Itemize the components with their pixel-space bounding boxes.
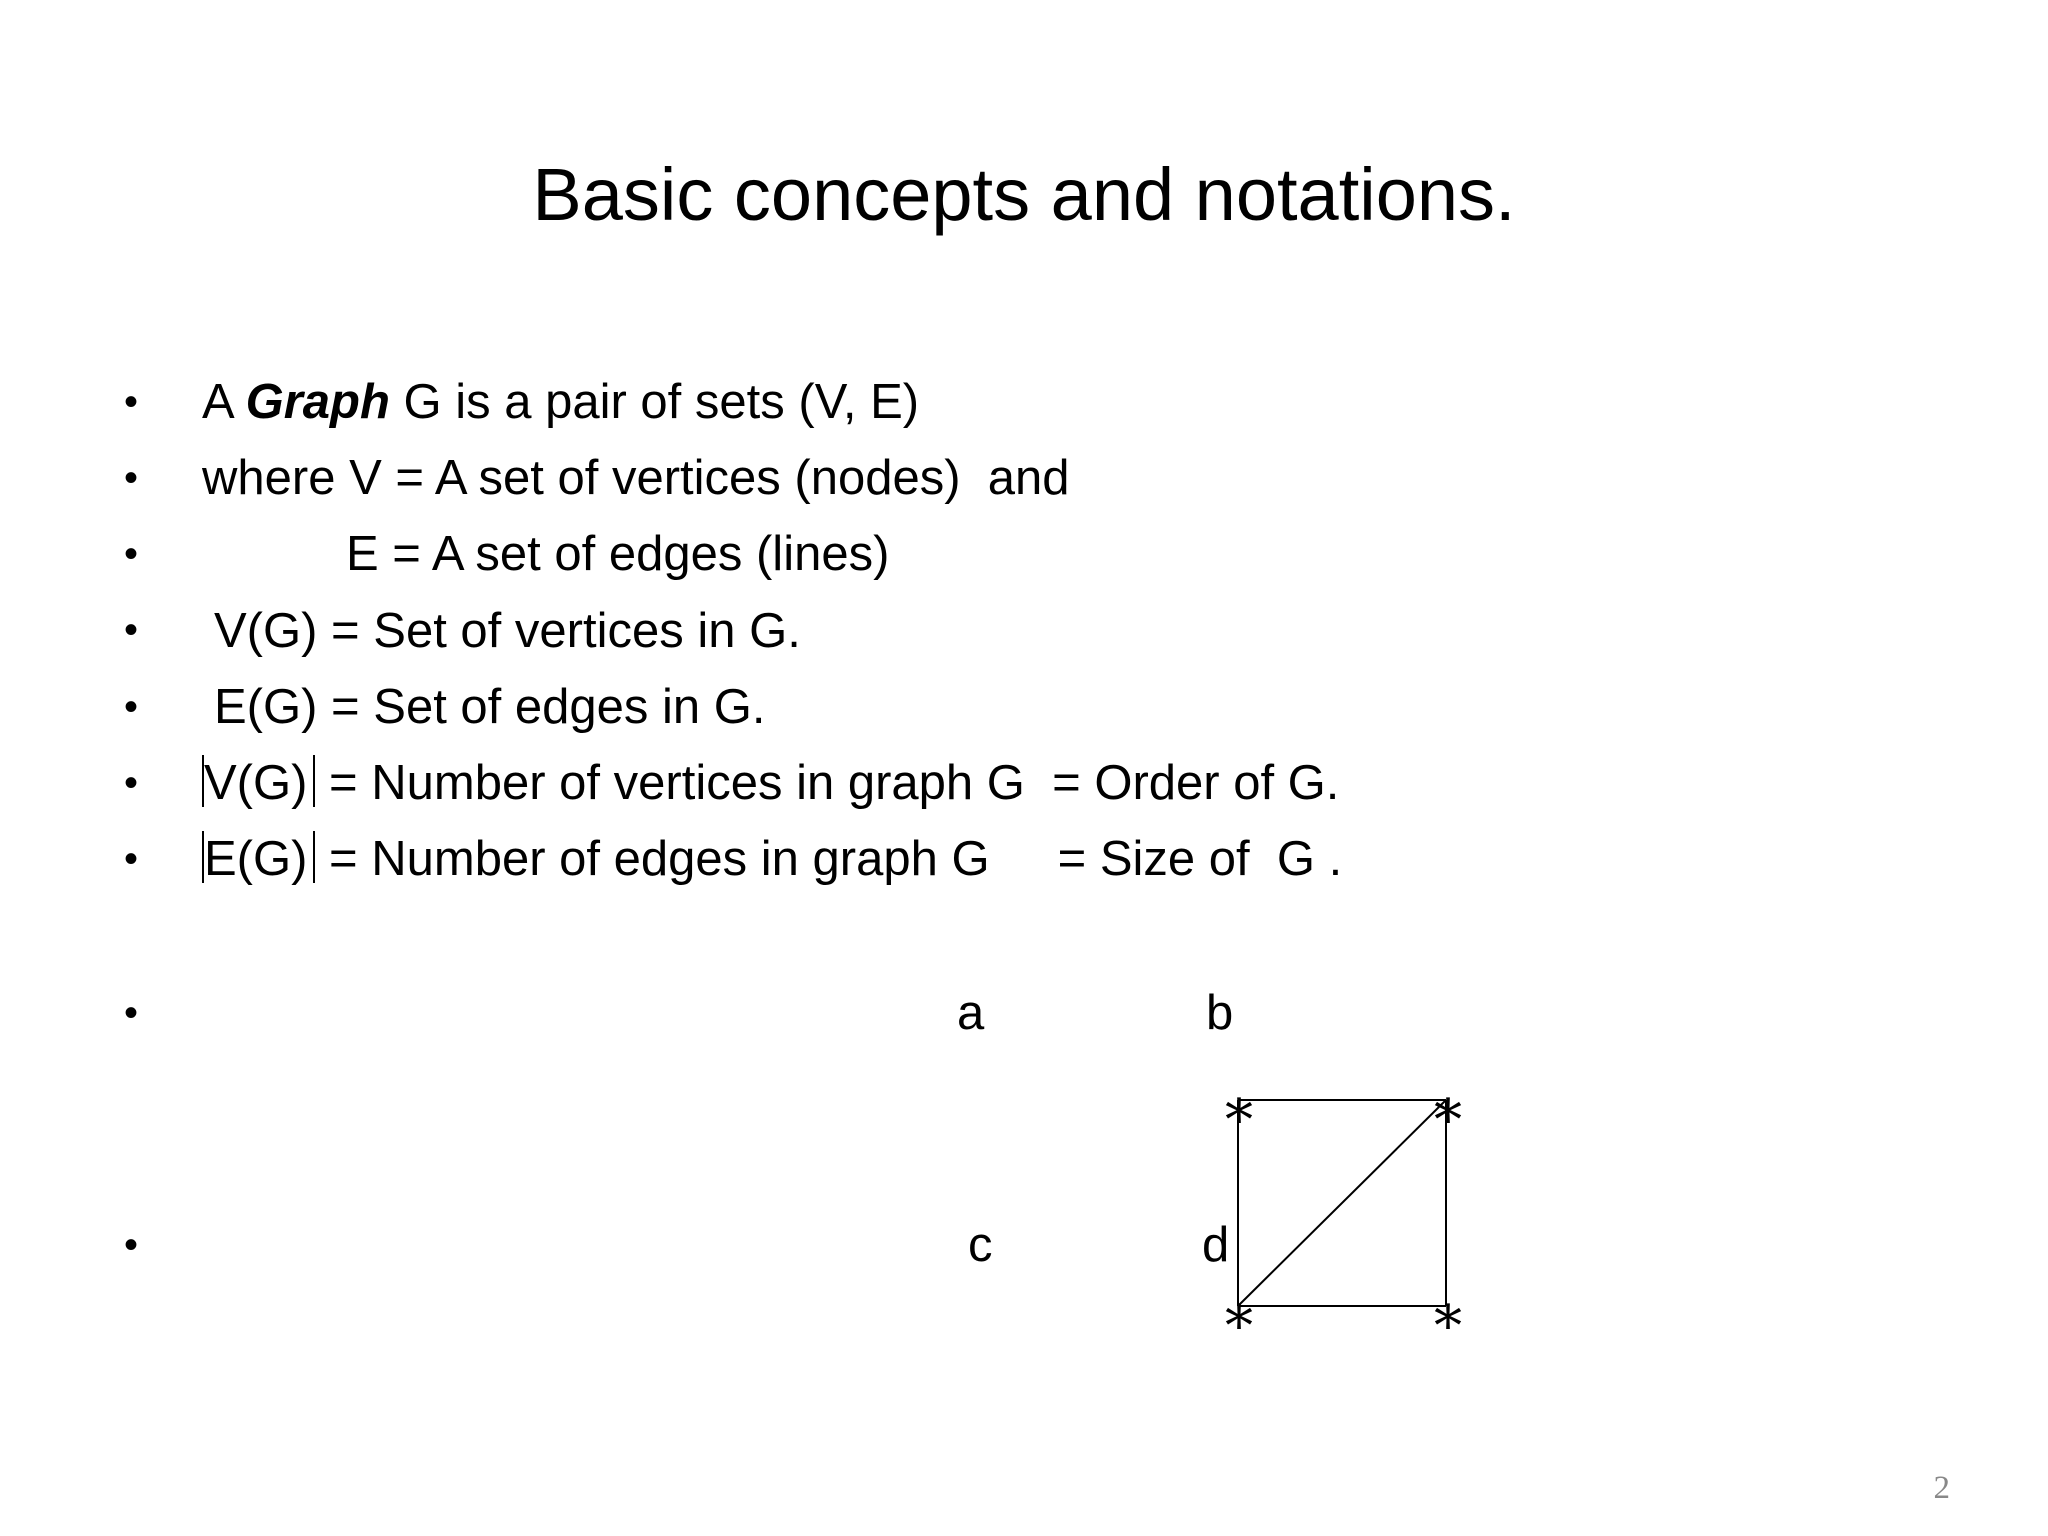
bullet-vg-definition: V(G) = Set of vertices in G.	[214, 604, 801, 658]
bullet-eg-definition: E(G) = Set of edges in G.	[214, 680, 766, 734]
bullet-edge-set: E = A set of edges (lines)	[346, 527, 890, 581]
vertex-marker-bottom-left: *	[1225, 1294, 1253, 1359]
bullet-marker: •	[124, 532, 139, 576]
vertex-marker-top-left: *	[1225, 1088, 1253, 1153]
edge-diagonal	[1238, 1100, 1446, 1306]
vertex-label-c: c	[968, 1218, 993, 1272]
vertex-label-b: b	[1206, 986, 1234, 1040]
page-number: 2	[1933, 1470, 1950, 1506]
bullet-marker: •	[124, 380, 139, 424]
bullet-text-prefix: A	[202, 375, 246, 429]
vertex-marker-top-right: *	[1434, 1088, 1462, 1153]
bullet-text-suffix: = Number of vertices in graph G = Order of G.	[315, 756, 1340, 810]
bullet-marker: •	[124, 1223, 139, 1267]
bullet-vertex-set: where V = A set of vertices (nodes) and	[202, 451, 1070, 505]
bullet-marker: •	[124, 608, 139, 652]
bullet-text-suffix: = Number of edges in graph G = Size of G .	[315, 832, 1343, 886]
bullet-marker: •	[124, 685, 139, 729]
vertex-label-d: d	[1202, 1218, 1230, 1272]
slide-title: Basic concepts and notations.	[532, 153, 1516, 236]
emphasized-term-graph: Graph	[245, 375, 390, 429]
bullet-marker: •	[124, 761, 139, 805]
bullet-marker: •	[124, 456, 139, 500]
bullet-marker: •	[124, 837, 139, 881]
abs-inner-text: V(G)	[204, 756, 308, 810]
abs-inner-text: E(G)	[204, 832, 308, 886]
vertex-label-a: a	[957, 986, 985, 1040]
bullet-text-suffix: G is a pair of sets (V, E)	[389, 375, 920, 429]
vertex-marker-bottom-right: *	[1434, 1294, 1462, 1359]
bullet-marker: •	[124, 991, 139, 1035]
